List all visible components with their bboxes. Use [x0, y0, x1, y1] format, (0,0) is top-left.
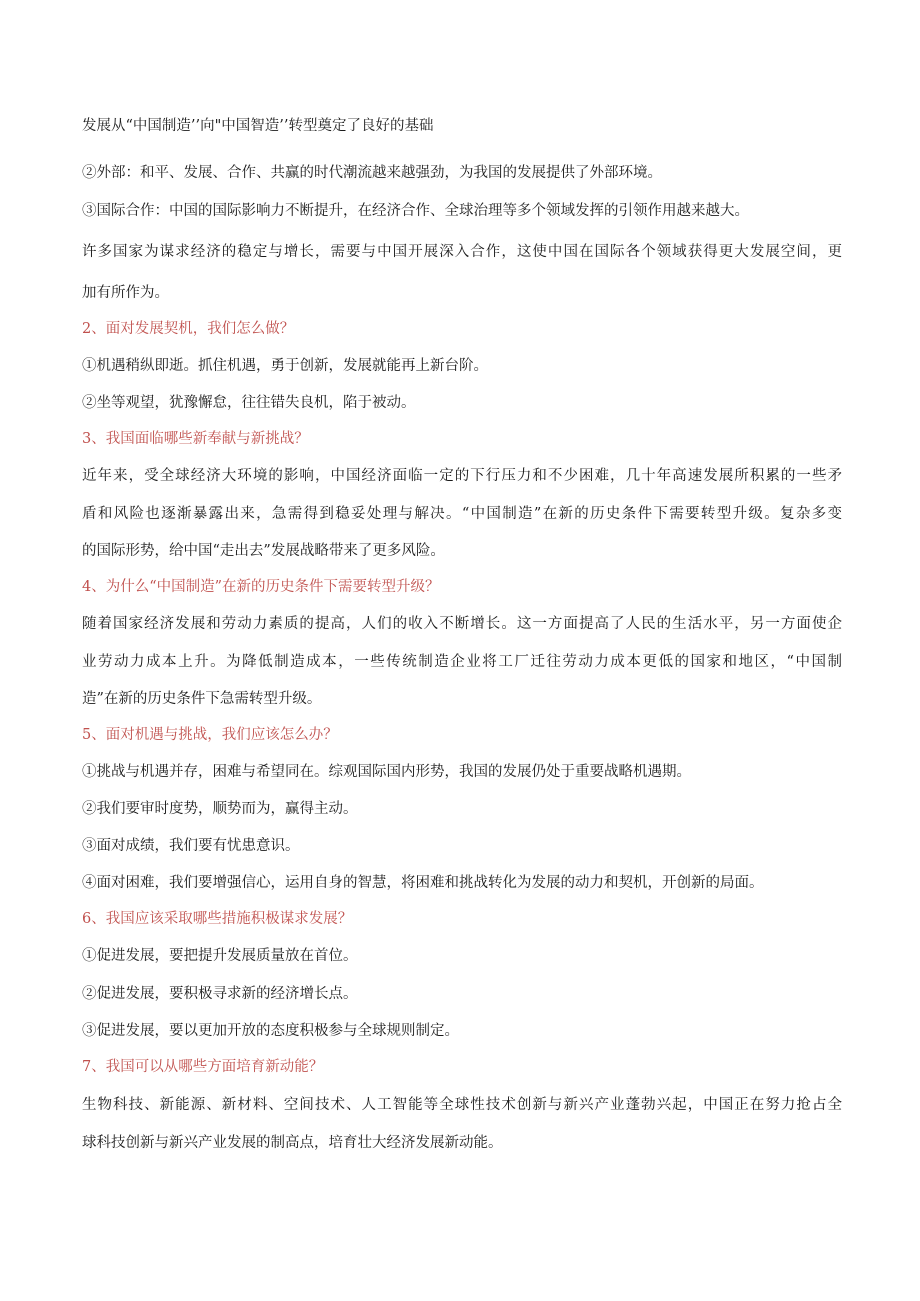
section-heading: 3、我国面临哪些新奉献与新挑战？ — [82, 431, 309, 447]
paragraph-line: 球科技创新与新兴产业发展的制高点，培育壮大经济发展新动能。 — [82, 1135, 503, 1151]
section-heading: 4、为什么“中国制造”在新的历史条件下需要转型升级？ — [82, 579, 440, 595]
section-heading: 7、我国可以从哪些方面培育新动能？ — [82, 1059, 324, 1075]
paragraph-line: ①挑战与机遇并存，困难与希望同在。综观国际国内形势，我国的发展仍处于重要战略机遇期。 — [82, 764, 691, 780]
paragraph-line: ①机遇稍纵即逝。抓住机遇，勇于创新，发展就能再上新台阶。 — [82, 358, 488, 374]
paragraph-line: 许多国家为谋求经济的稳定与增长，需要与中国开展深入合作，这使中国在国际各个领域获得更大发展空间，更 — [82, 244, 842, 260]
paragraph-line: 随着国家经济发展和劳动力素质的提高，人们的收入不断增长。这一方面提高了人民的生活水平，另一方面使企 — [82, 616, 842, 632]
paragraph-line: ④面对困难，我们要增强信心，运用自身的智慧，将困难和挑战转化为发展的动力和契机，开创新的局面。 — [82, 875, 764, 891]
paragraph-line: ②坐等观望，犹豫懈怠，往往错失良机，陷于被动。 — [82, 395, 416, 411]
paragraph-line: 加有所作为。 — [82, 285, 169, 301]
paragraph-line: ①促进发展，要把提升发展质量放在首位。 — [82, 948, 358, 964]
paragraph-line: 造”在新的历史条件下急需转型升级。 — [82, 691, 322, 707]
paragraph-line: ②我们要审时度势，顺势而为，赢得主动。 — [82, 801, 358, 817]
paragraph-line: ②促进发展，要积极寻求新的经济增长点。 — [82, 986, 358, 1002]
section-heading: 5、面对机遇与挑战，我们应该怎么办？ — [82, 727, 338, 743]
paragraph-line: ③面对成绩，我们要有忧患意识。 — [82, 838, 300, 854]
paragraph-line: ③国际合作：中国的国际影响力不断提升，在经济合作、全球治理等多个领域发挥的引领作用越来越大。 — [82, 203, 749, 219]
paragraph-line: ②外部：和平、发展、合作、共赢的时代潮流越来越强劲，为我国的发展提供了外部环境。 — [82, 165, 662, 181]
paragraph-line: 盾和风险也逐渐暴露出来，急需得到稳妥处理与解决。“中国制造”在新的历史条件下需要转型升级。复杂多变 — [82, 506, 842, 522]
paragraph-line: 发展从“中国制造’’向"中国智造’’转型奠定了良好的基础 — [82, 118, 434, 134]
paragraph-line: 近年来，受全球经济大环境的影响，中国经济面临一定的下行压力和不少困难，几十年高速发展所积累的一些矛 — [82, 468, 842, 484]
paragraph-line: 生物科技、新能源、新材料、空间技术、人工智能等全球性技术创新与新兴产业蓬勃兴起，中国正在努力抢占全 — [82, 1097, 842, 1113]
paragraph-line: 的国际形势，给中国“走出去”发展战略带来了更多风险。 — [82, 543, 445, 559]
paragraph-line: ③促进发展，要以更加开放的态度积极参与全球规则制定。 — [82, 1023, 459, 1039]
section-heading: 2、面对发展契机，我们怎么做？ — [82, 321, 295, 337]
paragraph-line: 业劳动力成本上升。为降低制造成本，一些传统制造企业将工厂迁往劳动力成本更低的国家和地区，“中国制 — [82, 654, 842, 670]
section-heading: 6、我国应该采取哪些措施积极谋求发展？ — [82, 911, 353, 927]
